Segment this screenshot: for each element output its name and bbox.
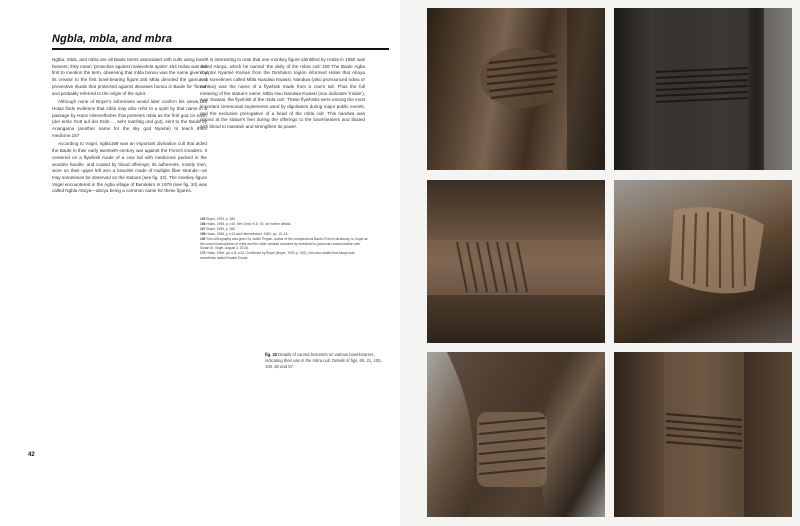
footnote-number: 169 xyxy=(200,236,206,241)
footnote xyxy=(200,237,370,252)
footnotes xyxy=(200,217,370,261)
caption-text: Details of carved bracelets on various bowl-bearers, indicating their use in the mbra cult. Details of figs. 69, 21, 105, 100, 50 and 57. xyxy=(265,352,382,369)
footnote-number: 166 xyxy=(200,221,206,226)
paragraph: Although none of Boyer’s informants would later confirm his views,166 Holas finds evidence that mbla may also refer to a spirit by that name in a passage by Hans Himmelheber that presents mbla as the first god on earth (der erste Gott auf der Erde … sehr mächtig und gut), sent to the Baule by Anangama (another name for the sky god Nyamé) to teach them medicine.167 xyxy=(52,99,207,138)
footnote-text: Boyer, 1993, p. 360. xyxy=(206,217,236,221)
bracelet-detail-photo xyxy=(614,352,792,517)
section-title: Ngbla, mbla, and mbra xyxy=(52,33,173,45)
carved-bracelet-image xyxy=(614,352,792,517)
page-number: 42 xyxy=(28,452,35,458)
bracelet-detail-photo xyxy=(614,180,792,343)
figure-label: fig. 22 xyxy=(265,352,278,357)
footnote-text: Holas, 1956, pp. n11–n13. Confirmed by Boyer (Boyer, 1993, p. 361), who also stated that Aboya was sometimes called Kwassi Kouda. xyxy=(200,251,355,261)
footnote-number: 165 xyxy=(200,217,206,221)
carved-bracelet-image xyxy=(427,352,605,517)
paragraph: It is interesting to note that one monkey figure identified by Holas in 1950 was called Aboya, which he named ‘the deity of the mbra cult’.169 The Baule Agba sculptor Nyamié Koinan from the Dimbokro region informed Holas that Aboya was sometimes called Mbla Nandwa Kwassi. Nandwa (also pronounced ndwa or nanlwa) was the name of a flywhisk made from a cow’s tail. Thus the full meaning of the statue’s name, Mbla Nou Nandwa Kwassi (nou indicates ‘inside’), was ‘Kwassi, the flywhisk of the mbla cult.’ These flywhisks were among the most important ceremonial implements used by dignitaries during major public events, and the exclusive prerogative of a head of the mbla cult. This nandwa was placed at the statue’s feet during the offerings to the bowl-bearers and libated with blood to maintain and strengthen its power. xyxy=(200,57,365,130)
paragraph: According to Vogel, ngbla168 was an important divination cult that aided the Baule in their early twentieth-century war against the French invaders. It centered on a flywhisk made of a cow tail with medicines packed in the wooden handle, and coated by blood offerings; its adherents, mostly men, wore on their upper left arm a bracelet made of multiple fiber strands—as may sometimes be observed on the statues (see fig. 22). The monkey figure Vogel encountered in the Agba village of Bendekro in 1978 (see fig. 34) was called Ngbla Aboya—aboya being a common name for these figures. xyxy=(52,141,207,194)
bracelet-detail-photo xyxy=(427,8,605,170)
text-column-right xyxy=(200,57,365,133)
figure-caption xyxy=(265,352,390,370)
footnote-number: 168 xyxy=(200,231,206,236)
bracelet-detail-photo xyxy=(427,180,605,343)
paragraph: Ngbla, mbla, and mbra are all Baule terms associated with cults using bowl-bearers; they mean ‘protective against malevolent spirits’.164 Holas was the first to mention the term, observing that mbla bonou was the name given by its creator to the first bowl-bearing figure.165 Mbla denoted the gamut of preventive rituals that protected against diseases bonou is Baule for ‘forest’ and probably referred to the origin of the spirit. xyxy=(52,57,207,96)
carved-bracelet-image xyxy=(614,180,792,343)
carved-bracelet-image xyxy=(427,180,605,343)
carved-bracelet-image xyxy=(427,8,605,170)
title-rule xyxy=(52,48,389,50)
footnote xyxy=(200,251,370,261)
footnote-number: 167 xyxy=(200,226,206,231)
text-column-left xyxy=(52,57,207,197)
bracelet-detail-photo xyxy=(614,8,792,170)
footnote-text: Holas, 1956, p. n16. See Ginzi in 2t, 51, for further details. xyxy=(206,221,292,226)
footnote-number: 170 xyxy=(200,251,206,256)
footnote-text: Holas, 1956, p. n13 and Himmelheber, 1960, pp. 15–16. xyxy=(206,231,289,236)
bracelet-detail-photo xyxy=(427,352,605,517)
footnote-text: Boyer, 1993, p. 360. xyxy=(206,226,236,231)
carved-bracelet-image xyxy=(614,8,792,170)
footnote-text: This orthography was given by Judith Timyan, author of the compendious Baule–French dictionary, to Vogel as the correct transcription of mbla and the other variants recorded by researchers (personal communication with Susan M. Vogel, August 3, 2015). xyxy=(200,236,368,251)
